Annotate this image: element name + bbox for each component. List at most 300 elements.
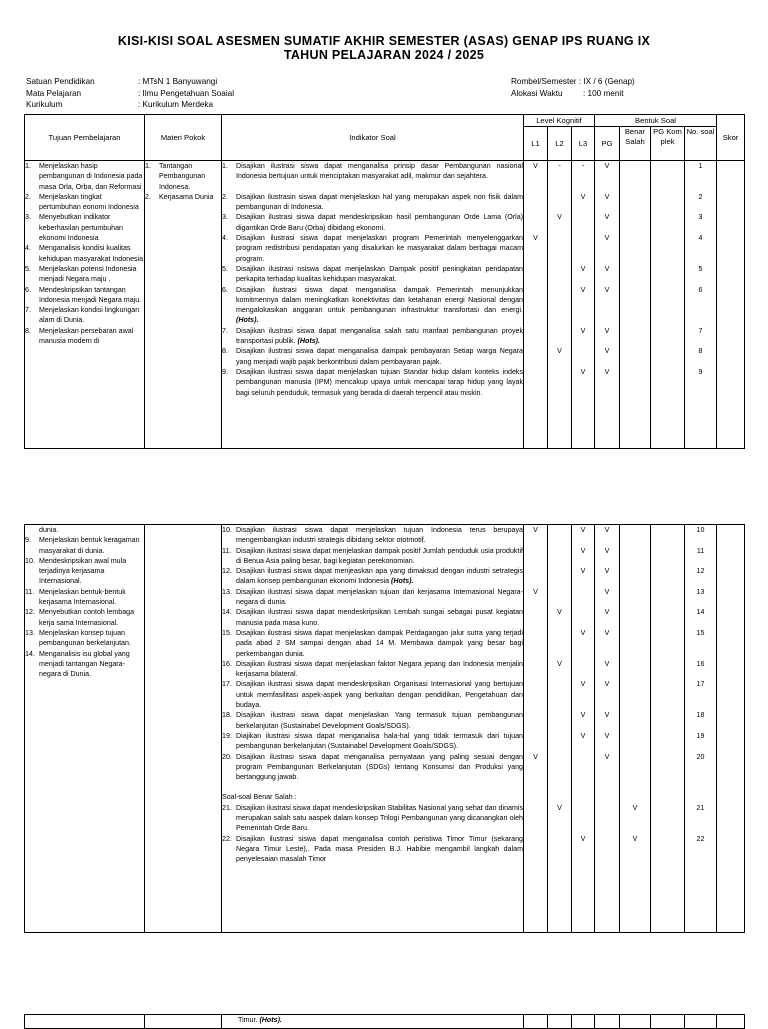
bs-mark <box>620 587 650 608</box>
l3-mark: V <box>580 731 586 740</box>
indikator-text: Disajikan ilustrasi siswa dapat menjelaskan Yang termasuk tujuan pembangunan berkelanjutan (Sustainabel Development Goals/SDGS). <box>236 711 523 730</box>
l3-mark <box>572 803 594 834</box>
kisi-table-page1 <box>24 114 745 449</box>
bs-mark <box>620 285 650 326</box>
indikator-item <box>222 587 523 608</box>
indikator-continuation: Timur. <box>238 1016 258 1024</box>
tujuan-item <box>25 525 144 535</box>
indikator-item <box>222 731 523 752</box>
tujuan-cell <box>25 525 145 933</box>
l1-mark <box>524 679 547 710</box>
no-mark: 6 <box>698 285 703 294</box>
l1-mark <box>524 628 547 659</box>
l1-mark <box>524 192 547 213</box>
no-mark: 5 <box>698 264 703 273</box>
satuan-label: Satuan Pendidikan <box>26 77 95 86</box>
l3-mark: V <box>580 326 586 335</box>
indikator-number: 15. <box>222 628 232 637</box>
tujuan-item-number: 3. <box>25 213 31 222</box>
indikator-number: 22. <box>222 834 232 843</box>
l2-mark <box>548 752 571 783</box>
no-mark: 19 <box>696 731 705 740</box>
tujuan-item-text: Menganalisis isu global yang menjadi tantangan Negara-negara di Dunia. <box>39 649 130 679</box>
indikator-item <box>222 264 523 285</box>
no-mark: 11 <box>696 546 705 555</box>
header-pg: PG <box>595 127 620 161</box>
indikator-number: 20. <box>222 752 232 761</box>
bs-mark <box>620 546 650 567</box>
indikator-item <box>222 834 523 865</box>
tujuan-cell <box>25 161 145 449</box>
pg-mark: V <box>604 526 610 534</box>
indikator-item <box>222 628 523 659</box>
indikator-text: Diajikan ilustrasi siswa dapat menganalisa hala-hal yang tidak termasuk dari tujuan pembangunan berkelanjutan (Sustainabel Development Goals/SDGS). <box>236 731 523 751</box>
indikator-number: 1. <box>222 162 228 170</box>
l3-mark: V <box>580 367 586 376</box>
hots-tag: (Hots). <box>259 1016 282 1024</box>
kurikulum-value: : Kurikulum Merdeka <box>138 100 214 109</box>
tujuan-item <box>25 326 144 347</box>
tujuan-item-text: Menganalisis kondisi kualitas kehidupan masyarakat Indonesia <box>39 244 144 263</box>
header-no-soal: No. soal <box>685 127 717 161</box>
no-cell <box>685 525 717 933</box>
l3-mark: V <box>580 628 586 637</box>
pg-mark: V <box>604 567 610 576</box>
no-cell <box>685 1015 717 1029</box>
pg-mark: V <box>604 162 610 170</box>
l3-mark <box>572 233 594 264</box>
rombel-value: : IX / 6 (Genap) <box>578 77 635 86</box>
meta-left <box>26 76 234 111</box>
pg-mark: V <box>604 587 610 596</box>
l2-cell <box>548 525 572 933</box>
l2-mark: - <box>558 162 561 170</box>
header-materi: Materi Pokok <box>145 115 222 161</box>
l2-mark <box>548 326 571 347</box>
tujuan-item-text: Mendeskripsikan awal mula terjadinya kerjasama Internasional. <box>39 556 127 586</box>
tujuan-item <box>25 243 144 264</box>
indikator-text: Disajikan ilustrasi siswa dapat menganalisa dampak pembayaran Setiap warga Negara yang menjadi wajib pajak berkontribusi dalam pembayaran pajak. <box>236 347 523 366</box>
l1-mark <box>524 710 547 731</box>
tujuan-item-text: Menjelaskan bentuk keragaman masyarakat di dunia. <box>39 536 140 555</box>
indikator-item <box>222 161 523 192</box>
alokasi-value: : 100 menit <box>583 88 624 98</box>
hots-tag: (Hots). <box>297 337 320 346</box>
l3-mark: V <box>580 680 586 689</box>
tujuan-item-text: Menjelaskan persebaran awal manusia modern di <box>39 326 134 346</box>
tujuan-item <box>25 628 144 649</box>
l1-cell <box>524 161 548 449</box>
header-indikator: Indikator Soal <box>222 115 524 161</box>
l2-mark: V <box>557 213 562 222</box>
l2-mark <box>548 566 571 587</box>
tujuan-item <box>25 556 144 587</box>
l1-mark: V <box>533 526 538 534</box>
tujuan-item-number: 7. <box>25 306 31 315</box>
indikator-text: Disajikan ilustrasin siswa dapat menjelaskan hal yang merupakan aspek non fisik dalam pembangunan di Indonesia. <box>236 192 523 212</box>
l2-mark: V <box>557 659 562 668</box>
tujuan-item-number: 4. <box>25 244 31 253</box>
indikator-number: 3. <box>222 213 228 222</box>
indikator-item <box>222 679 523 710</box>
pg-mark: V <box>604 192 610 201</box>
l2-mark <box>548 731 571 752</box>
materi-item-number: 1. <box>145 162 151 170</box>
indikator-item <box>222 212 523 233</box>
l2-mark <box>548 546 571 567</box>
l3-mark: V <box>580 285 586 294</box>
l3-mark: V <box>580 546 586 555</box>
indikator-item <box>222 233 523 264</box>
indikator-number: 18. <box>222 711 232 720</box>
header-level: Level Kognitif <box>524 115 595 127</box>
bs-mark <box>620 566 650 587</box>
bs-mark <box>620 161 650 192</box>
tujuan-item <box>25 535 144 556</box>
l1-mark <box>524 285 547 326</box>
no-mark: 2 <box>698 192 703 201</box>
indikator-number: 9. <box>222 367 228 376</box>
materi-item-text: Kerjasama Dunia <box>159 192 214 201</box>
bs-mark <box>620 628 650 659</box>
kisi-table-page2 <box>24 524 745 933</box>
bs-mark <box>620 752 650 783</box>
indikator-text: Disajikan ilustrasi siswa dapat menjelaskan tujuan Standar hidup dalam konteks indeks pembangunan manusia (IPM) mencakup upaya untuk mencapai tarap hidup yang layak bagi seluruh penduduk, termasuk yang berada di daerah terpencil atau miskin. <box>236 367 523 397</box>
tujuan-item-text: Menjelaskan potensi Indonesia menjadi Negara maju . <box>39 264 137 284</box>
indikator-item <box>222 367 523 408</box>
indikator-number: 11. <box>222 546 232 555</box>
indikator-number: 4. <box>222 234 228 243</box>
no-mark: 15 <box>696 628 705 637</box>
rombel-label: Rombel/Semester <box>511 77 577 86</box>
l1-mark: V <box>533 752 538 761</box>
bs-mark: V <box>632 803 638 812</box>
pg-mark: V <box>604 546 610 555</box>
bs-mark <box>620 659 650 680</box>
satuan-value: : MTsN 1 Banyuwangi <box>138 77 218 86</box>
l1-mark <box>524 566 547 587</box>
pg-mark <box>595 803 619 834</box>
l2-mark <box>548 679 571 710</box>
kurikulum-label: Kurikulum <box>26 100 63 109</box>
meta-right <box>511 76 635 99</box>
pg-mark: V <box>604 680 610 689</box>
indikator-text: Disajikan ilustrasi siswa dapat menganalisa pernyataan yang paling sesuai dengan program Pembangunan Berkelanjutan (SDGs) tentang Konsumsi dan Produksi yang bertanggung jawab. <box>236 752 523 782</box>
header-l2: L2 <box>548 127 572 161</box>
bs-cell <box>620 161 651 449</box>
spacer <box>572 782 594 802</box>
document-subtitle: TAHUN PELAJARAN 2024 / 2025 <box>283 48 485 62</box>
no-mark: 1 <box>698 162 703 170</box>
indikator-text: Disajikan ilustrasi siswa dapat menjelaskan program Pemerintah menyelenggarkan program redistribusi pendapatan yang disalurkan ke masyarakat dalam berbagai macam program. <box>236 234 523 263</box>
indikator-number: 21. <box>222 803 232 812</box>
indikator-text: Disajikan ilustrasi siswa dapat mendeskripsikan Stabilitas Nasional yang sehat dan dinamis merupakan salah satu aaspek dalam konsep Trilogi Pembangunan yang dicanangkan oleh Pemerintah Orde Baru. <box>236 803 523 833</box>
tujuan-item-text: Mendeskripsikan tantangan Indonesia menjadi Negara maju. <box>39 285 142 304</box>
indikator-number: 7. <box>222 326 228 335</box>
indikator-item <box>222 659 523 680</box>
pgk-cell <box>651 1015 685 1029</box>
alokasi-label: Alokasi Waktu <box>511 88 563 98</box>
mapel-label: Mata Pelajaran <box>26 88 82 98</box>
materi-cell <box>145 525 222 933</box>
indikator-text: Disajikan ilustrasi siswa dapat menganalisa contoh peristiwa Timor Timur (sekarang Negara Timur Leste),. Pada masa Presiden B.J. Habibie mengambil langkah dalam penyelesaian masalah Timor <box>236 834 523 864</box>
pg-mark: V <box>604 347 610 356</box>
mapel-value: : Ilmu Pengetahuan Soaial <box>138 88 235 98</box>
bs-mark <box>620 212 650 233</box>
l1-mark <box>524 346 547 367</box>
indikator-item <box>222 546 523 567</box>
l1-mark <box>524 264 547 285</box>
header-bentuk: Bentuk Soal <box>595 115 717 127</box>
spacer <box>595 782 619 802</box>
tujuan-item <box>25 212 144 243</box>
l3-mark <box>572 212 594 233</box>
indikator-text: Disajikan ilustrasi siswa dapat menganalisa salah satu manfaat pembangunan proyek transportasi publik. <box>236 326 523 346</box>
document-title: KISI-KISI SOAL ASESMEN SUMATIF AKHIR SEMESTER (ASAS) GENAP IPS RUANG IX <box>117 34 651 48</box>
header-skor: Skor <box>717 115 745 161</box>
l1-mark <box>524 607 547 628</box>
l1-mark: V <box>533 587 538 596</box>
l2-mark <box>548 285 571 326</box>
no-mark: 10 <box>696 526 705 534</box>
indikator-number: 5. <box>222 264 228 273</box>
l3-mark <box>572 659 594 680</box>
pg-mark: V <box>604 628 610 637</box>
tujuan-cell <box>25 1015 145 1029</box>
no-mark: 22 <box>696 834 705 843</box>
indikator-item <box>222 752 523 783</box>
l1-mark <box>524 212 547 233</box>
bs-cell <box>620 1015 651 1029</box>
tujuan-item-number: 2. <box>25 192 31 201</box>
skor-cell <box>717 1015 745 1029</box>
indikator-number: 8. <box>222 347 228 356</box>
indikator-text: Disajikan ilustrasi siswa dapat mendeskripsikan Organisasi Internasional yang bertujuan untuk memfasilitasi aspek-aspek yang berkaitan dengan pendidikan, Pengetahuan dan budaya. <box>236 680 523 710</box>
spacer <box>548 782 571 802</box>
tujuan-item <box>25 161 144 192</box>
pg-cell <box>595 161 620 449</box>
pg-mark: V <box>604 326 610 335</box>
l2-cell <box>548 161 572 449</box>
pg-mark: V <box>604 731 610 740</box>
spacer <box>685 782 716 802</box>
pg-mark <box>595 834 619 865</box>
tujuan-item-number: 8. <box>25 326 31 335</box>
indikator-text: Disajikan ilustrasi siswa dapat mendeskripsikan hasil pembangunan Orde Lama (Orla) digantikan Orde Baru (Orba) dibidang ekonomi. <box>236 213 523 232</box>
l2-mark <box>548 192 571 213</box>
indikator-number: 13. <box>222 587 232 596</box>
tujuan-item <box>25 649 144 680</box>
pg-mark: V <box>604 752 610 761</box>
hots-tag: (Hots). <box>391 577 414 586</box>
indikator-item <box>222 710 523 731</box>
l2-mark <box>548 710 571 731</box>
indikator-text: Disajikan ilustrasi siswa dapat menjelaskan dampak positif Jumlah penduduk usia produktif di Benua Asia paling besar, bagi kegiatan perekonomian. <box>236 546 523 565</box>
indikator-number: 17. <box>222 680 232 689</box>
skor-cell <box>717 525 745 933</box>
l2-mark <box>548 628 571 659</box>
no-mark: 13 <box>696 587 705 596</box>
l2-mark <box>548 525 571 546</box>
l3-mark: V <box>580 567 586 576</box>
indikator-item <box>222 803 523 834</box>
pg-mark: V <box>604 367 610 376</box>
l1-mark: V <box>533 162 538 170</box>
indikator-text: Disajikan ilustrasi siswa dapat menjelaskan tujuan Indonesia terus berupaya mengembangkan industri strategis dibidang sektor ototmotif. <box>236 526 523 545</box>
tujuan-item-number: 5. <box>25 264 31 273</box>
pg-mark: V <box>604 264 610 273</box>
l1-mark: V <box>533 234 538 243</box>
tujuan-item-text: Menjelaskan kondisi lingkungan alam di Dunia. <box>39 306 140 325</box>
bs-mark <box>620 607 650 628</box>
l1-mark <box>524 659 547 680</box>
l1-mark <box>524 731 547 752</box>
bs-mark <box>620 326 650 347</box>
header-tujuan: Tujuan Pembelajaran <box>25 115 145 161</box>
no-mark: 9 <box>698 367 703 376</box>
l2-mark: V <box>557 347 562 356</box>
no-mark: 3 <box>698 213 703 222</box>
indikator-text: Disajikan ilustrasi siswa dapat menjelaskan dampak Perdagangan jalur sutra yang terjadi pada abad 2 SM sampai dengan abad 14 M. Membawa dampak yang besar bagi perkembangan dunia. <box>236 628 523 658</box>
l3-mark: - <box>581 162 585 170</box>
l3-mark: V <box>580 711 586 720</box>
bs-mark <box>620 367 650 408</box>
tujuan-item-text: Menyebutkan contoh lembaga kerja sama Internasional. <box>39 608 135 627</box>
no-mark: 12 <box>696 567 705 576</box>
indikator-number: 12. <box>222 567 232 576</box>
soal-benar-salah-heading: Soal-soal Benar Salah : <box>222 793 297 802</box>
header-benar-salah: Benar Salah <box>620 127 651 161</box>
tujuan-item-number: 9. <box>25 536 31 545</box>
indikator-number: 16. <box>222 659 232 668</box>
materi-cell <box>145 161 222 449</box>
l1-mark <box>524 367 547 408</box>
bs-cell <box>620 525 651 933</box>
indikator-text: Disajikan ilustrasi siswa dapat menganalisa prinsip dasar Pembangunan nasional Indonesia bertujuan untuk menciptakan masyarakat adil, makmur dan sejahtera. <box>236 162 523 181</box>
indikator-item <box>222 285 523 326</box>
bs-mark <box>620 192 650 213</box>
indikator-item <box>222 192 523 213</box>
l2-mark: V <box>557 608 562 617</box>
l3-mark <box>572 752 594 783</box>
indikator-number: 6. <box>222 285 228 294</box>
no-mark: 18 <box>696 711 705 720</box>
no-mark: 7 <box>698 326 703 335</box>
materi-item-number: 2. <box>145 192 151 201</box>
l2-mark <box>548 367 571 408</box>
l2-mark <box>548 264 571 285</box>
no-cell <box>685 161 717 449</box>
l1-cell <box>524 1015 548 1029</box>
l3-mark <box>572 587 594 608</box>
bs-mark <box>620 710 650 731</box>
no-mark: 20 <box>696 752 705 761</box>
indikator-cell <box>222 161 524 449</box>
indikator-item <box>222 525 523 546</box>
l3-mark <box>572 607 594 628</box>
pg-cell <box>595 525 620 933</box>
tujuan-item <box>25 607 144 628</box>
pg-mark: V <box>604 711 610 720</box>
l2-mark: V <box>557 803 562 812</box>
l2-mark <box>548 834 571 865</box>
pgk-cell <box>651 161 685 449</box>
tujuan-item-number: 14. <box>25 649 35 658</box>
tujuan-item-number: 10. <box>25 556 35 565</box>
l3-cell <box>572 1015 595 1029</box>
bs-mark <box>620 264 650 285</box>
spacer <box>524 782 547 802</box>
indikator-text: Disajikan ilustrasi siswa dapat menjelaskan tujuan dari kerjasama Internasional Negara-negara di dunia. <box>236 587 523 607</box>
materi-item <box>145 192 221 202</box>
header-pg-komplek: PG Kom plek <box>651 127 685 161</box>
indikator-item <box>222 607 523 628</box>
tujuan-item <box>25 305 144 326</box>
bs-mark <box>620 346 650 367</box>
header-l1: L1 <box>524 127 548 161</box>
no-mark: 16 <box>696 659 705 668</box>
indikator-item <box>222 346 523 367</box>
l1-cell <box>524 525 548 933</box>
l1-mark <box>524 546 547 567</box>
bs-mark <box>620 233 650 264</box>
bs-mark <box>620 525 650 546</box>
materi-cell <box>145 1015 222 1029</box>
pg-mark: V <box>604 213 610 222</box>
bs-mark: V <box>632 834 638 843</box>
no-mark: 17 <box>696 680 705 689</box>
tujuan-item-text: dunia. <box>39 526 59 534</box>
tujuan-item <box>25 192 144 213</box>
tujuan-item-number: 6. <box>25 285 31 294</box>
no-mark: 8 <box>698 347 703 356</box>
tujuan-item-text: Menjelaskan hasip pembangunan di Indonesia pada masa Orla, Orba, dan Reformasi <box>39 162 143 191</box>
l3-mark: V <box>580 192 586 201</box>
materi-item <box>145 161 221 192</box>
l3-mark: V <box>580 834 586 843</box>
pg-mark: V <box>604 285 610 294</box>
l3-cell <box>572 161 595 449</box>
indikator-number: 14. <box>222 608 232 617</box>
no-mark: 14 <box>696 608 705 617</box>
pg-mark: V <box>604 234 610 243</box>
l2-mark <box>548 233 571 264</box>
tujuan-item-text: Menjelaskan tingkat pertumbuhan eonomi Indonesia <box>39 192 139 212</box>
tujuan-item <box>25 285 144 306</box>
no-mark: 4 <box>698 234 703 243</box>
l1-mark <box>524 834 547 865</box>
l3-mark <box>572 346 594 367</box>
indikator-text: Disajikan ilustrasi siswa dapat menjeaskan apa yang dimaksud dengan industri setrategis dalam konsep pembangunan ekonomi Indonesia <box>236 567 523 586</box>
kisi-table-page3 <box>24 1014 745 1029</box>
indikator-item <box>222 566 523 587</box>
skor-cell <box>717 161 745 449</box>
l2-cell <box>548 1015 572 1029</box>
tujuan-item-number: 12. <box>25 608 35 617</box>
tujuan-item <box>25 264 144 285</box>
indikator-number: 19. <box>222 731 232 740</box>
tujuan-item-text: Menyebutkan indikator keberhasilan pertumbuhan ekonomi Indonesia <box>39 213 123 243</box>
tujuan-item-text: Menjelaskan konsep tujuan pembangunan berkelanjutan. <box>39 628 131 648</box>
indikator-number: 10. <box>222 526 232 534</box>
tujuan-item-number: 13. <box>25 628 35 637</box>
header-l3: L3 <box>572 127 595 161</box>
l3-mark: V <box>580 264 586 273</box>
hots-tag: (Hots). <box>236 316 259 325</box>
indikator-item <box>222 326 523 347</box>
indikator-text: Disajikan ilustrasi nsiswa dapat menjelaskan Dampak positif peningkatan pendapatan perkapita terhadap kualitas kehidupan masyarakat. <box>236 264 523 284</box>
materi-item-text: Tantangan Pembangunan Indonesa. <box>159 162 206 191</box>
